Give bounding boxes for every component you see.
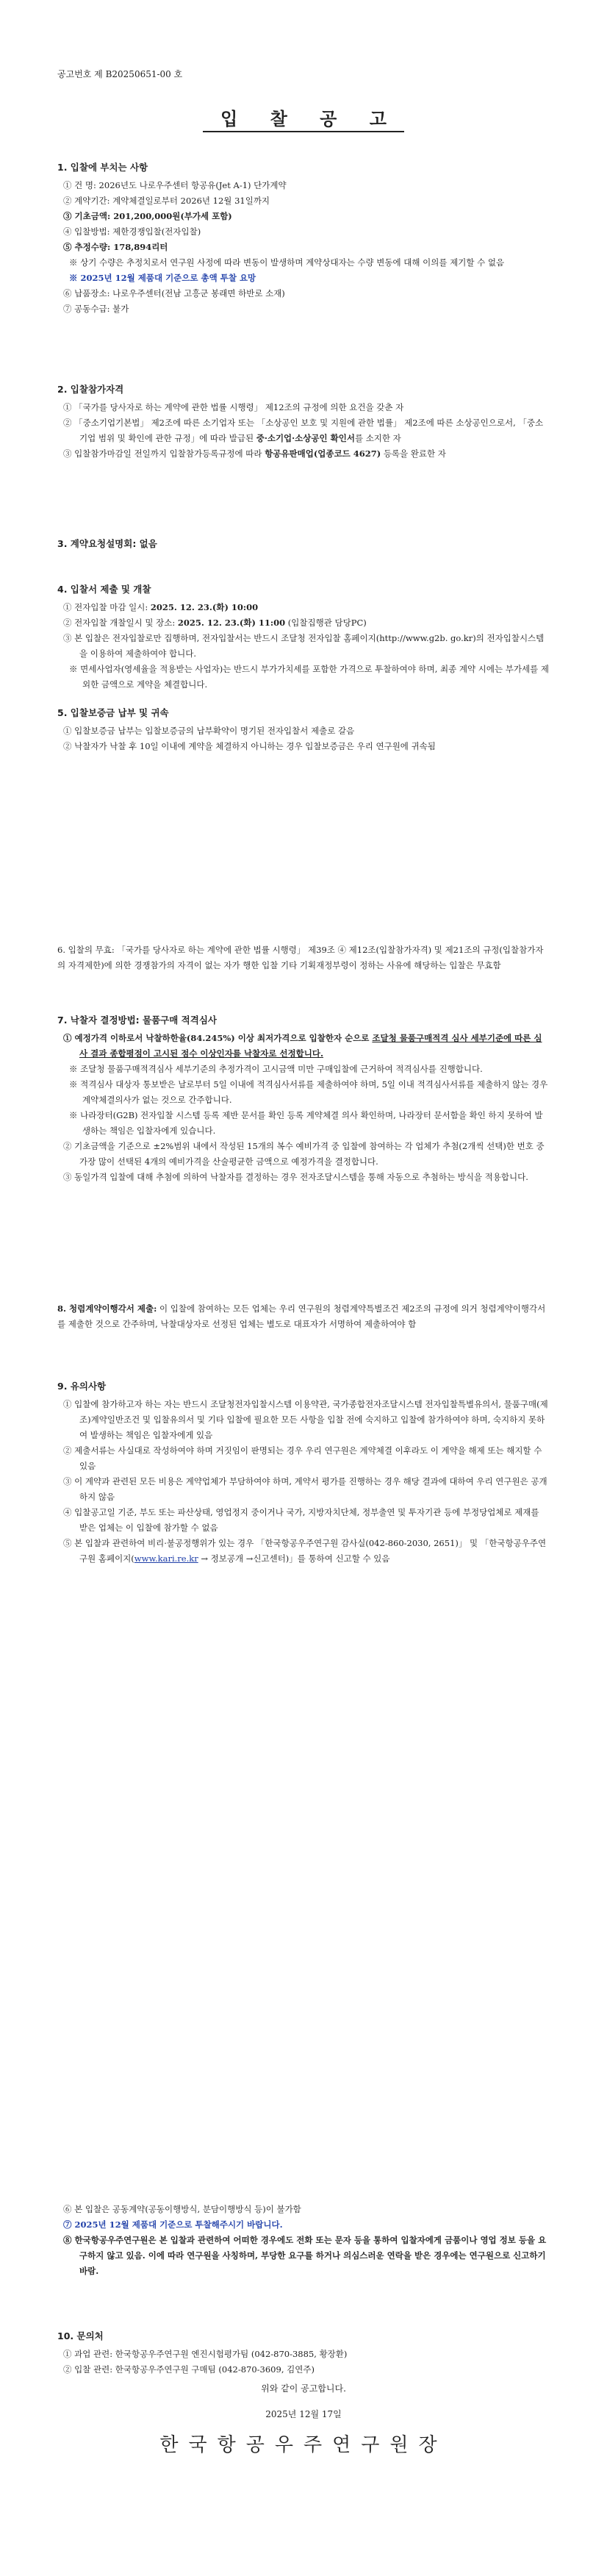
s2-item-2-text: ② 「중소기업기본법」 제2조에 따른 소기업자 또는 「소상공인 보호 및 지원에 관한 법률」 제2조에 따른 소상공인으로서, 「중소기업 범위 및 확인에 관한 규정」에 따라 발급된 [63,418,544,443]
s9-item-3: ③ 이 계약과 관련된 모든 비용은 계약업체가 부담하여야 하며, 계약서 평가를 진행하는 경우 해당 결과에 대하여 우리 연구원은 공개하지 않음 [63,1476,547,1502]
notice-number: 공고번호 제 B20250651-00 호 [57,69,183,79]
s2-item-2-bold: 중·소기업·소상공인 확인서 [256,433,355,443]
s9-item-5-tail: → 정보공개 →신고센터)」를 통하여 신고할 수 있음 [198,1553,390,1564]
s1-item-7: ⑦ 공동수급: 불가 [63,304,129,314]
s4-item-1 [57,600,550,615]
section-8-body: 이 입찰에 참여하는 모든 업체는 우리 연구원의 청렴계약특별조건 제2조의 규정에 의거 청렴계약이행각서를 제출한 것으로 간주하며, 낙찰대상자로 선정된 업체는 별도로 대표자가 서명하여 제출하여야 함 [57,1303,546,1329]
s9-item-8: ⑧ 한국항공우주연구원은 본 입찰과 관련하여 어떠한 경우에도 전화 또는 문자 등을 통하여 입찰자에게 금품이나 영업 정보 등을 요구하지 않고 있음. 이에 따라 연구원을 사칭하며, 부당한 요구를 하거나 의심스러운 연락을 받은 경우에는 연구원으로 신고하기 바람. [63,2235,547,2276]
s2-item-3-text: ③ 입찰참가마감일 전일까지 입찰참가등록규정에 따라 [63,448,265,459]
s9-item-7: ⑦ 2025년 12월 제품대 기준으로 투찰해주시기 바랍니다. [63,2219,283,2230]
s7-note-3: ※ 나라장터(G2B) 전자입찰 시스템 등록 제반 문서를 확인 등록 계약체결 의사 확인하며, 나라장터 문서함을 확인 하지 못하여 발생하는 책임은 입찰자에게 있습니다. [69,1110,543,1136]
announcement-date: 2025년 12월 17일 [265,2409,342,2419]
section-2 [57,382,550,462]
s2-item-3-bold: 항공유판매업(업종코드 4627) [265,448,381,459]
s7-item-3: ③ 동일가격 입찰에 대해 추첨에 의하여 낙찰자를 결정하는 경우 전자조달시스템을 통해 자동으로 추첨하는 방식을 적용합니다. [63,1172,528,1182]
s1-item-2: ② 계약기간: 계약체결일로부터 2026년 12월 31일까지 [63,196,270,206]
section-7-heading: 7. 낙찰자 결정방법: 물품구매 적격심사 [57,1015,217,1026]
s2-item-3 [57,446,550,462]
s1-item-3: ③ 기초금액: 201,200,000원(부가세 포함) [63,211,232,221]
s1-item-1: ① 건 명: 2026년도 나로우주센터 항공유(Jet A-1) 단가계약 [63,180,287,190]
s4-item-2-tail: (입찰집행관 담당PC) [285,618,367,628]
page-title [0,104,607,130]
section-3-heading: 3. 계약요청설명회: 없음 [57,538,157,549]
s7-item-1-underlined: 조달청 물품구매적격 심사 세부기준에 따른 심사 결과 종합평점이 고시된 점수 이상인자를 낙찰자로 선정합니다. [79,1033,542,1059]
closing-text: 위와 같이 공고합니다. [261,2383,346,2394]
section-6 [57,942,550,973]
section-7 [57,1013,550,1185]
s7-item-1-text: ① 예정가격 이하로서 낙찰하한율(84.245%) 이상 최저가격으로 입찰한자 순으로 [63,1033,373,1043]
section-9-continued [57,2202,550,2279]
section-9 [57,1379,550,1567]
s9-item-6: ⑥ 본 입찰은 공동계약(공동이행방식, 분담이행방식 등)이 불가함 [63,2204,301,2214]
s9-item-4: ④ 입찰공고일 기준, 부도 또는 파산상태, 영업정지 중이거나 국가, 지방자치단체, 정부출연 및 투자기관 등에 부정당업체로 제재를 받은 업체는 이 입찰에 참가할 수 없음 [63,1507,539,1533]
section-4-heading: 4. 입찰서 제출 및 개찰 [57,584,151,595]
s2-item-1: ① 「국가를 당사자로 하는 계약에 관한 법률 시행령」 제12조의 규정에 의한 요건을 갖춘 자 [63,402,404,412]
section-1-heading: 1. 입찰에 부치는 사항 [57,162,148,173]
s1-item-4: ④ 입찰방법: 제한경쟁입찰(전자입찰) [63,226,201,237]
page-title-text: 입 찰 공 고 [203,108,404,132]
section-3 [57,537,550,554]
s1-item-5: ⑤ 추정수량: 178,894리터 [63,242,168,252]
section-6-text: 6. 입찰의 무효: 「국가를 당사자로 하는 계약에 관한 법률 시행령」 제39조 ④ 제12조(입찰참가자격) 및 제21조의 규정(입찰참가자의 자격제한)에 의한 경쟁참가의 자격이 없는 자가 행한 입찰 기타 기획재정부령이 정하는 사유에 해당하는 입찰은 무효함 [57,945,544,970]
section-8 [57,1301,550,1332]
s1-note-1: ※ 상기 수량은 추정치로서 연구원 사정에 따라 변동이 발생하며 계약상대자는 수량 변동에 대해 이의를 제기할 수 없음 [69,257,505,268]
s5-item-1: ① 입찰보증금 납부는 입찰보증금의 납부확약이 명기된 전자입찰서 제출로 갈음 [63,726,355,736]
s5-item-2: ② 낙찰자가 낙찰 후 10일 이내에 계약을 체결하지 아니하는 경우 입찰보증금은 우리 연구원에 귀속됨 [63,741,436,751]
s2-item-2 [57,415,550,446]
s4-item-2-label: ② 전자입찰 개찰일시 및 장소: [63,618,178,628]
s4-item-1-label: ① 전자입찰 마감 일시: [63,602,151,612]
section-5-heading: 5. 입찰보증금 납부 및 귀속 [57,707,169,718]
s1-item-6: ⑥ 납품장소: 나로우주센터(전남 고흥군 봉래면 하반로 소재) [63,288,285,298]
s9-item-5 [57,1536,550,1567]
s9-item-2: ② 제출서류는 사실대로 작성하여야 하며 거짓임이 판명되는 경우 우리 연구원은 계약체결 이후라도 이 계약을 해제 또는 해지할 수 있음 [63,1445,542,1471]
s7-note-2: ※ 적격심사 대상자 통보받은 날로부터 5일 이내에 적격심사서류를 제출하여야 하며, 5일 이내 적격심사서류를 제출하지 않는 경우 계약체결의사가 없는 것으로 간주합니다. [69,1079,548,1105]
section-10 [57,2329,550,2378]
s7-item-1 [57,1031,550,1062]
s4-item-2 [57,615,550,631]
s2-item-2-tail: 를 소지한 자 [354,433,401,443]
s4-item-2-value: 2025. 12. 23.(화) 11:00 [177,618,286,628]
section-8-text [57,1301,550,1332]
s7-note-1: ※ 조달청 물품구매적격심사 세부기준의 추정가격이 고시금액 미만 구매입찰에 근거하여 적격심사를 진행합니다. [69,1064,483,1074]
s10-item-2: ② 입찰 관련: 한국항공우주연구원 구매팀 (042-870-3609, 김연주) [63,2364,315,2375]
s4-item-1-value: 2025. 12. 23.(화) 10:00 [150,602,259,612]
section-10-heading: 10. 문의처 [57,2330,104,2341]
section-2-heading: 2. 입찰참가자격 [57,384,124,395]
section-1 [57,160,550,317]
section-9-heading: 9. 유의사항 [57,1381,107,1392]
section-4 [57,582,550,693]
issuer-signature: 한국항공우주연구원장 [159,2434,448,2456]
s1-note-2: ※ 2025년 12월 제품대 기준으로 총액 투찰 요망 [69,273,256,283]
s2-item-3-tail: 등록을 완료한 자 [381,448,446,459]
section-8-heading: 8. 청렴계약이행각서 제출: [57,1303,157,1314]
s10-item-1: ① 과업 관련: 한국항공우주연구원 엔진시험평가팀 (042-870-3885, 황장환) [63,2349,348,2359]
s4-item-3: ③ 본 입찰은 전자입찰로만 집행하며, 전자입찰서는 반드시 조달청 전자입찰 홈페이지(http://www.g2b. go.kr)의 전자입찰시스템을 이용하여 제출하여야 합니다. [63,633,545,659]
s4-note: ※ 면세사업자(영세율을 적용받는 사업자)는 반드시 부가가치세를 포함한 가격으로 투찰하여야 하며, 최종 계약 시에는 부가세를 제외한 금액으로 계약을 체결합니다. [69,664,549,690]
s9-item-1: ① 입찰에 참가하고자 하는 자는 반드시 조달청전자입찰시스템 이용약관, 국가종합전자조달시스템 전자입찰특별유의서, 물품구매(제조)계약일반조건 및 입찰유의서 및 기타 입찰에 필요한 모든 사항을 입찰 전에 숙지하고 입찰에 참가하여야 하며, 숙지하지 못하여 발생하는 책임은 입찰자에게 있음 [63,1399,548,1440]
section-5 [57,706,550,754]
s7-item-2: ② 기초금액을 기준으로 ±2%범위 내에서 작성된 15개의 복수 예비가격 중 입찰에 참여하는 각 업체가 추첨(2개씩 선택)한 번호 중 가장 많이 선택된 4개의 예비가격을 산술평균한 금액으로 예정가격을 결정합니다. [63,1141,545,1167]
s9-item-5-text: ⑤ 본 입찰과 관련하여 비리·불공정행위가 있는 경우 「한국항공우주연구원 감사실(042-860-2030, 2651)」 및 「한국항공우주연구원 홈페이지( [63,1538,547,1564]
kari-homepage-link[interactable]: www.kari.re.kr [134,1553,198,1564]
